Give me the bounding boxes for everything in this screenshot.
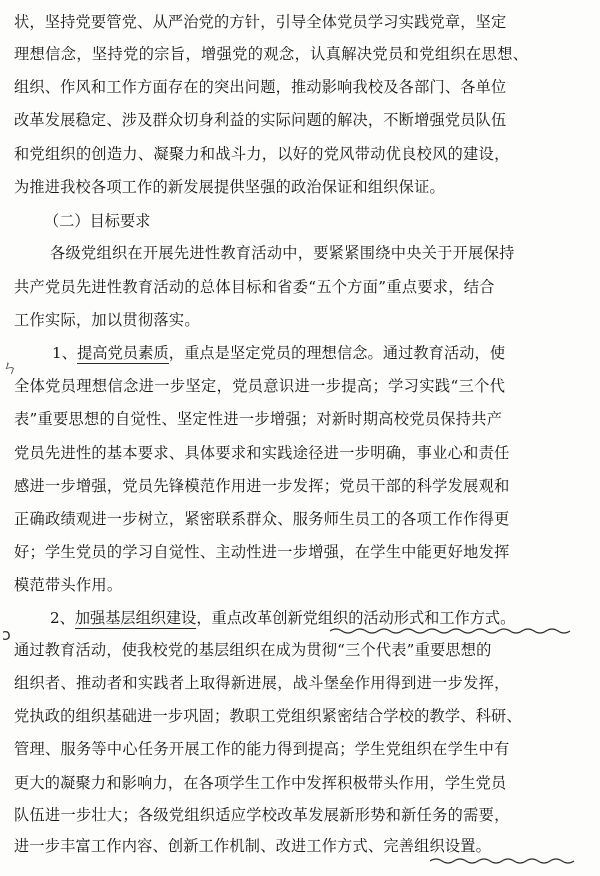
text-line — [0, 44, 600, 66]
line-text-rest: 。 — [475, 837, 492, 855]
text-line — [0, 144, 600, 166]
line-text: 党员先进性的基本要求、具体要求和实践途径进一步明确，事业心和责任 — [14, 444, 510, 462]
line-text — [14, 836, 491, 856]
item-number: 2、 — [50, 609, 75, 627]
item-number: 1、 — [52, 344, 78, 362]
line-text-start: 进一步丰富工作内容、创新工作机制、改进工作方式、 — [14, 837, 384, 855]
text-line — [0, 409, 600, 431]
heading-text: （二）目标要求 — [44, 212, 151, 230]
text-line — [0, 376, 600, 398]
underlined-phrase: 完善组织设置 — [383, 837, 476, 855]
line-text: 共产党员先进性教育活动的总体目标和省委“五个方面”重点要求，结合 — [14, 278, 495, 296]
line-text: 改革发展稳定、涉及群众切身利益的实际问题的解决，不断增强党员队伍 — [14, 111, 507, 129]
line-text: 正确政绩观进一步树立，紧密联系群众、服务师生员工的各项工作作得更 — [14, 510, 510, 528]
text-line — [0, 773, 600, 795]
line-text: 党执政的组织基础进一步巩固；教职工党组织紧密结合学校的教学、科研、 — [14, 707, 522, 725]
line-text: 好；学生党员的学习自觉性、主动性进一步增强，在学生中能更好地发挥 — [14, 543, 510, 561]
text-line — [0, 310, 600, 332]
text-line — [0, 243, 600, 265]
line-text-rest: ，重点是坚定党员的理想信念。通过教育活动，使 — [168, 344, 506, 362]
text-line — [0, 443, 600, 465]
line-text: 理想信念，坚持党的宗旨，增强党的观念，认真解决党员和党组织在思想、 — [14, 45, 529, 63]
text-line — [0, 110, 600, 132]
text-line — [0, 476, 600, 498]
line-text: 表”重要思想的自觉性、坚定性进一步增强；对新时期高校党员保持共产 — [14, 410, 503, 428]
line-text: 全体党员理想信念进一步坚定，党员意识进一步提高；学习实践“三个代 — [14, 377, 506, 395]
text-line — [0, 640, 600, 662]
text-line — [0, 177, 600, 199]
line-text — [52, 343, 505, 363]
text-line — [0, 277, 600, 299]
line-text: 组织、作风和工作方面存在的突出问题，推动影响我校及各部门、各单位 — [14, 78, 507, 96]
text-line — [0, 509, 600, 531]
line-text: 模范带头作用。 — [14, 576, 123, 594]
text-line — [0, 673, 600, 695]
line-text: 为推进我校各项工作的新发展提供坚强的政治保证和组织保证。 — [14, 178, 445, 196]
line-text: 感进一步增强，党员先锋模范作用进一步发挥；党员干部的科学发展观和 — [14, 477, 510, 495]
line-text: 状，坚持党要管党、从严治党的方针，引导全体党员学习实践党章，坚定 — [14, 13, 507, 31]
line-text: 和党组织的创造力、凝聚力和战斗力，以好的党风带动优良校风的建设， — [14, 145, 510, 163]
text-line — [0, 706, 600, 728]
text-line — [0, 836, 600, 858]
line-text: 管理、服务等中心任务开展工作的能力得到提高；学生党组织在学生中有 — [14, 740, 510, 758]
handwritten-margin-mark: ㄣ — [2, 358, 19, 377]
line-text: 更大的凝聚力和影响力，在各项学生工作中发挥积极带头作用，学生党员 — [14, 774, 507, 792]
text-line — [0, 542, 600, 564]
text-line — [0, 12, 600, 34]
text-line — [0, 77, 600, 99]
text-line — [0, 575, 600, 597]
line-text — [50, 608, 515, 628]
text-line — [0, 739, 600, 761]
line-text: 组织者、推动者和实践者上取得新进展，战斗堡垒作用得到进一步发挥， — [14, 674, 510, 692]
underlined-phrase: 提高党员素质 — [77, 344, 169, 362]
handwritten-wavy-underline — [430, 857, 580, 865]
line-text: 通过教育活动，使我校党的基层组织在成为贯彻“三个代表”重要思想的 — [14, 641, 492, 659]
line-text: 工作实际，加以贯彻落实。 — [14, 311, 200, 329]
line-text: 各级党组织在开展先进性教育活动中，要紧紧围绕中央关于开展保持 — [50, 244, 515, 262]
line-text-rest: ，重点改革创新党组织的活动形式和工作方式。 — [196, 609, 516, 627]
line-text: 队伍进一步壮大；各级党组织适应学校改革发展新形势和新任务的需要， — [14, 806, 510, 824]
handwritten-wavy-underline — [330, 627, 580, 635]
underlined-phrase: 加强基层组织建设 — [74, 609, 197, 627]
text-line — [0, 805, 600, 827]
handwritten-margin-mark: ↄ — [2, 625, 11, 644]
text-line — [0, 343, 600, 365]
section-heading — [0, 211, 600, 233]
